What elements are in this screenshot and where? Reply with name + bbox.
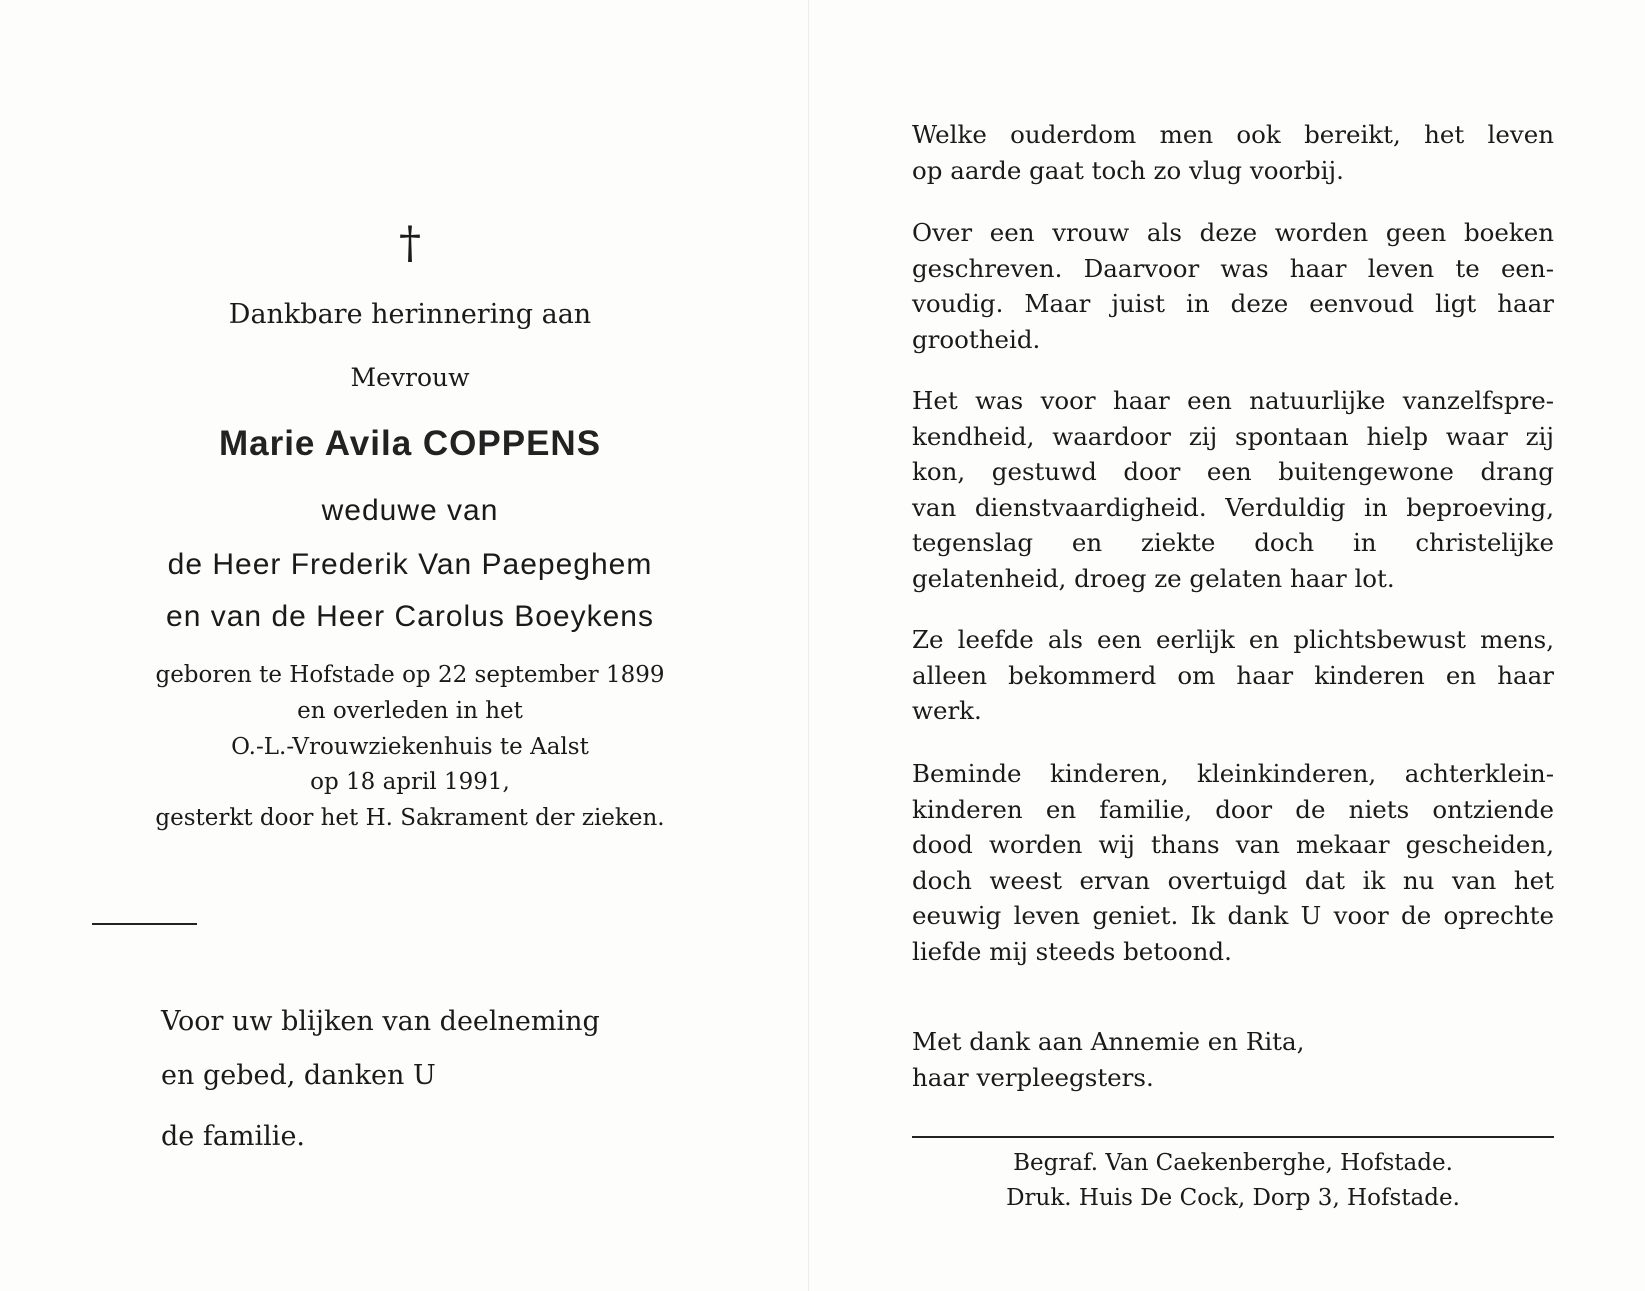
death-date: op 18 april 1991, xyxy=(310,769,510,795)
text-line: doch weest ervan overtuigd dat ik nu van het xyxy=(912,865,1554,895)
text-line: op aarde gaat toch zo vlug voorbij. xyxy=(912,155,1344,185)
text-line: kendheid, waardoor zij spontaan hielp waar zij xyxy=(912,421,1554,451)
text-line: Het was voor haar een natuurlijke vanzelfspre- xyxy=(912,386,1554,415)
sacrament: gesterkt door het H. Sakrament der zieken. xyxy=(155,805,665,831)
thanks-line-1: Voor uw blijken van deelneming xyxy=(161,1006,600,1037)
text-line: Met dank aan Annemie en Rita, xyxy=(912,1027,1305,1056)
text-line: liefde mij steeds betoond. xyxy=(912,936,1232,966)
divider xyxy=(92,923,197,925)
text-line: Ze leefde als een eerlijk en plichtsbewust mens, xyxy=(912,625,1554,654)
paragraph xyxy=(912,756,1554,969)
text-line: eeuwig leven geniet. Ik dank U voor de oprechte xyxy=(912,901,1554,930)
paragraph xyxy=(912,383,1554,596)
cross-icon: † xyxy=(399,218,421,269)
text-line: Over een vrouw als deze worden geen boeken xyxy=(912,218,1554,247)
title: Mevrouw xyxy=(350,363,470,392)
text-line: kon, gestuwd door een buitengewone drang xyxy=(912,457,1554,486)
text-line: Welke ouderdom men ook bereikt, het leven xyxy=(912,120,1554,149)
text-line: dood worden wij thans van mekaar gescheiden, xyxy=(912,830,1554,859)
husband-2: en van de Heer Carolus Boeykens xyxy=(166,600,654,633)
text-line: voudig. Maar juist in deze eenvoud ligt haar xyxy=(912,289,1554,318)
printer: Druk. Huis De Cock, Dorp 3, Hofstade. xyxy=(1006,1185,1460,1211)
thanks-line-3: de familie. xyxy=(161,1121,306,1152)
thanks-line-2: en gebed, danken U xyxy=(161,1060,436,1091)
text-line: alleen bekommerd om haar kinderen en haar xyxy=(912,660,1554,690)
text-line: geschreven. Daarvoor was haar leven te een- xyxy=(912,253,1554,283)
card-fold xyxy=(808,0,809,1291)
text-line: gelatenheid, droeg ze gelaten haar lot. xyxy=(912,563,1395,593)
text-line: kinderen en familie, door de niets ontziende xyxy=(912,794,1554,824)
deceased-name: Marie Avila COPPENS xyxy=(218,424,602,463)
widow-of: weduwe van xyxy=(321,494,499,527)
husband-1: de Heer Frederik Van Paepeghem xyxy=(167,548,653,581)
birth-info: geboren te Hofstade op 22 september 1899 xyxy=(155,662,665,688)
text-line: grootheid. xyxy=(912,324,1041,354)
printer-divider xyxy=(912,1136,1554,1138)
death-info-2: O.-L.-Vrouwziekenhuis te Aalst xyxy=(231,734,589,760)
right-panel xyxy=(912,0,1554,1291)
undertaker: Begraf. Van Caekenberghe, Hofstade. xyxy=(1013,1150,1453,1176)
paragraph xyxy=(912,622,1554,729)
heading: Dankbare herinnering aan xyxy=(228,299,592,330)
death-info-1: en overleden in het xyxy=(297,698,523,724)
paragraph xyxy=(912,117,1554,188)
text-line: tegenslag en ziekte doch in christelijke xyxy=(912,528,1554,557)
text-line: van dienstvaardigheid. Verduldig in beproeving, xyxy=(912,492,1554,522)
text-line: Beminde kinderen, kleinkinderen, achterklein- xyxy=(912,759,1554,788)
text-line: haar verpleegsters. xyxy=(912,1062,1154,1092)
acknowledgement xyxy=(912,1024,1554,1095)
paragraph xyxy=(912,215,1554,357)
text-line: werk. xyxy=(912,696,982,725)
